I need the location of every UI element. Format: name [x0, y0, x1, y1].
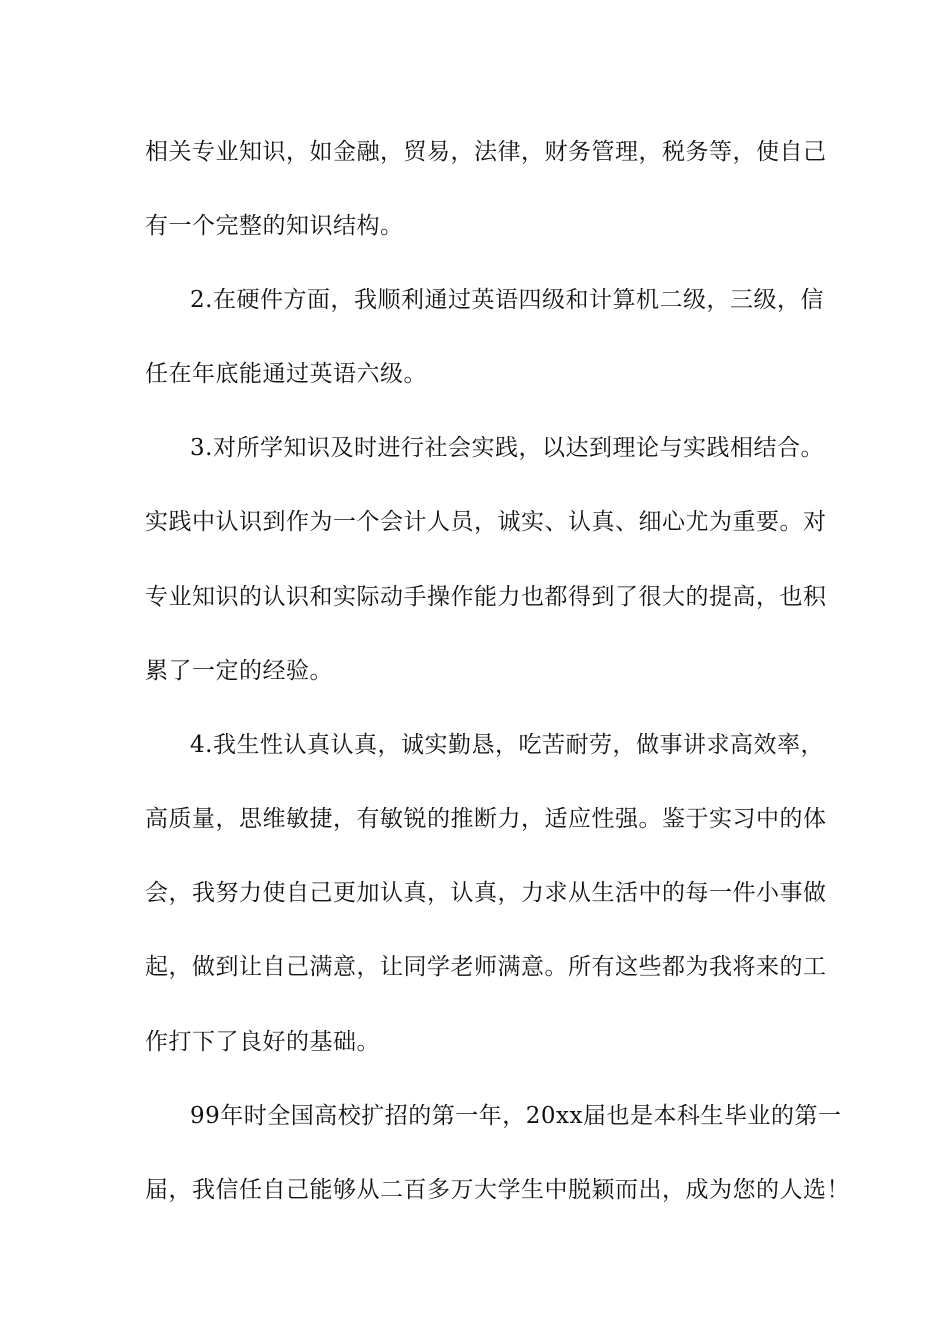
paragraph-start-line: 3.对所学知识及时进行社会实践，以达到理论与实践相结合。	[190, 435, 824, 461]
paragraph-start-line: 2.在硬件方面，我顺利通过英语四级和计算机二级，三级，信	[190, 287, 824, 313]
text-line: 实践中认识到作为一个会计人员，诚实、认真、细心尤为重要。对	[145, 509, 827, 535]
text-line: 作打下了良好的基础。	[145, 1029, 380, 1055]
text-line: 相关专业知识，如金融，贸易，法律，财务管理，税务等，使自己	[145, 139, 827, 165]
text-line: 届，我信任自己能够从二百多万大学生中脱颖而出，成为您的人选！	[145, 1177, 850, 1203]
text-line: 任在年底能通过英语六级。	[145, 361, 427, 387]
text-line: 高质量，思维敏捷，有敏锐的推断力，适应性强。鉴于实习中的体	[145, 806, 827, 832]
paragraph-start-line: 4.我生性认真认真，诚实勤恳，吃苦耐劳，做事讲求高效率，	[190, 732, 824, 758]
text-line: 累了一定的经验。	[145, 658, 333, 684]
text-line: 专业知识的认识和实际动手操作能力也都得到了很大的提高，也积	[145, 584, 827, 610]
text-line: 会，我努力使自己更加认真，认真，力求从生活中的每一件小事做	[145, 880, 827, 906]
text-line: 起，做到让自己满意，让同学老师满意。所有这些都为我将来的工	[145, 954, 827, 980]
paragraph-start-line: 99年时全国高校扩招的第一年，20xx届也是本科生毕业的第一	[190, 1103, 842, 1129]
text-line: 有一个完整的知识结构。	[145, 213, 404, 239]
